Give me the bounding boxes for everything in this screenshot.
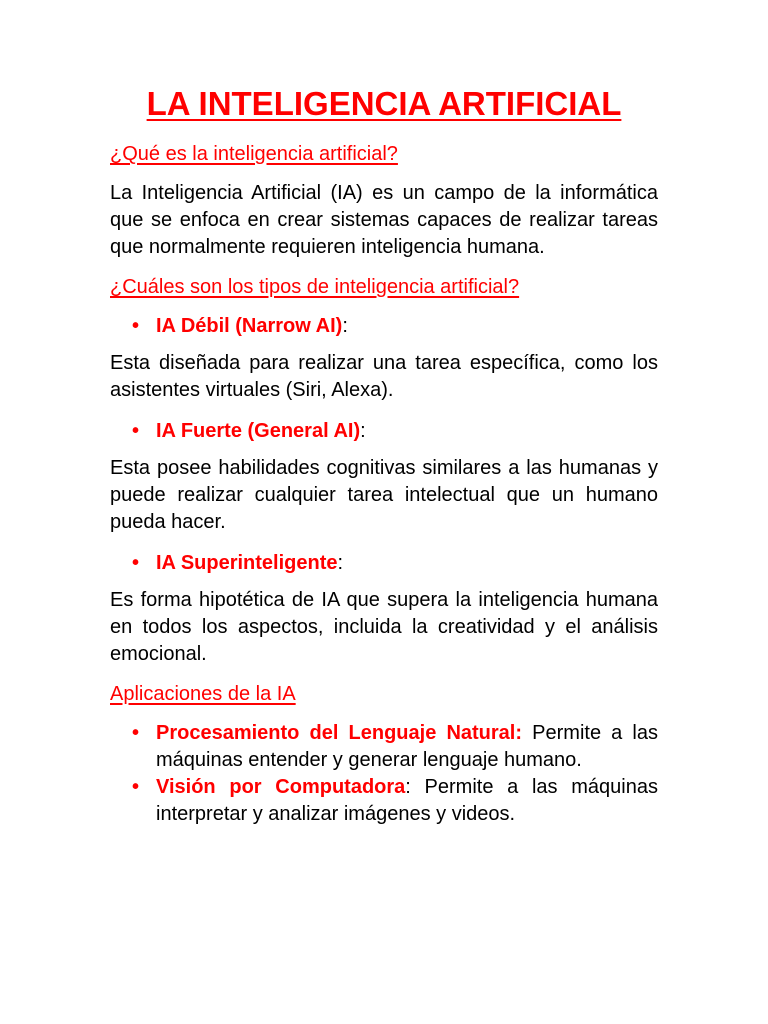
document-title: LA INTELIGENCIA ARTIFICIAL xyxy=(146,85,622,122)
type-term: IA Débil (Narrow AI) xyxy=(156,315,343,337)
section-heading-what-is-ai: ¿Qué es la inteligencia artificial? xyxy=(110,143,398,165)
type-item-general-ai xyxy=(110,418,658,445)
applications-list xyxy=(110,720,658,828)
type-description-general-ai: Esta posee habilidades cognitivas similares a las humanas y puede realizar cualquier tarea intelectual que un humano pueda hacer. xyxy=(110,457,658,533)
application-text: Permite a las máquinas entender y generar lenguaje humano. xyxy=(156,722,659,771)
application-text: : Permite a las máquinas interpretar y analizar imágenes y videos. xyxy=(156,776,658,825)
application-term: Procesamiento del Lenguaje Natural: xyxy=(156,722,523,744)
application-term: Visión por Computadora xyxy=(156,776,406,798)
type-separator: : xyxy=(360,420,366,442)
section-heading-applications: Aplicaciones de la IA xyxy=(110,683,296,705)
type-term: IA Fuerte (General AI) xyxy=(156,420,361,442)
type-description-superintelligent-ai: Es forma hipotética de IA que supera la inteligencia humana en todos los aspectos, incluida la creatividad y el análisis emocional. xyxy=(110,589,658,665)
type-description-narrow-ai: Esta diseñada para realizar una tarea específica, como los asistentes virtuales (Siri, Alexa). xyxy=(110,352,658,401)
type-item-superintelligent-ai xyxy=(110,550,658,577)
definition-paragraph: La Inteligencia Artificial (IA) es un campo de la informática que se enfoca en crear sistemas capaces de realizar tareas que normalmente requieren inteligencia humana. xyxy=(110,182,658,258)
document-page xyxy=(110,82,658,828)
bullet-icon: • xyxy=(132,722,140,744)
bullet-icon: • xyxy=(132,420,140,442)
section-heading-ai-types: ¿Cuáles son los tipos de inteligencia artificial? xyxy=(110,276,520,298)
type-separator: : xyxy=(342,315,348,337)
bullet-icon: • xyxy=(132,776,140,798)
type-term: IA Superinteligente xyxy=(156,552,338,574)
bullet-icon: • xyxy=(132,552,140,574)
application-item-computer-vision xyxy=(110,774,658,828)
application-item-nlp xyxy=(110,720,658,774)
bullet-icon: • xyxy=(132,315,140,337)
type-item-narrow-ai xyxy=(110,313,658,340)
type-separator: : xyxy=(337,552,344,574)
